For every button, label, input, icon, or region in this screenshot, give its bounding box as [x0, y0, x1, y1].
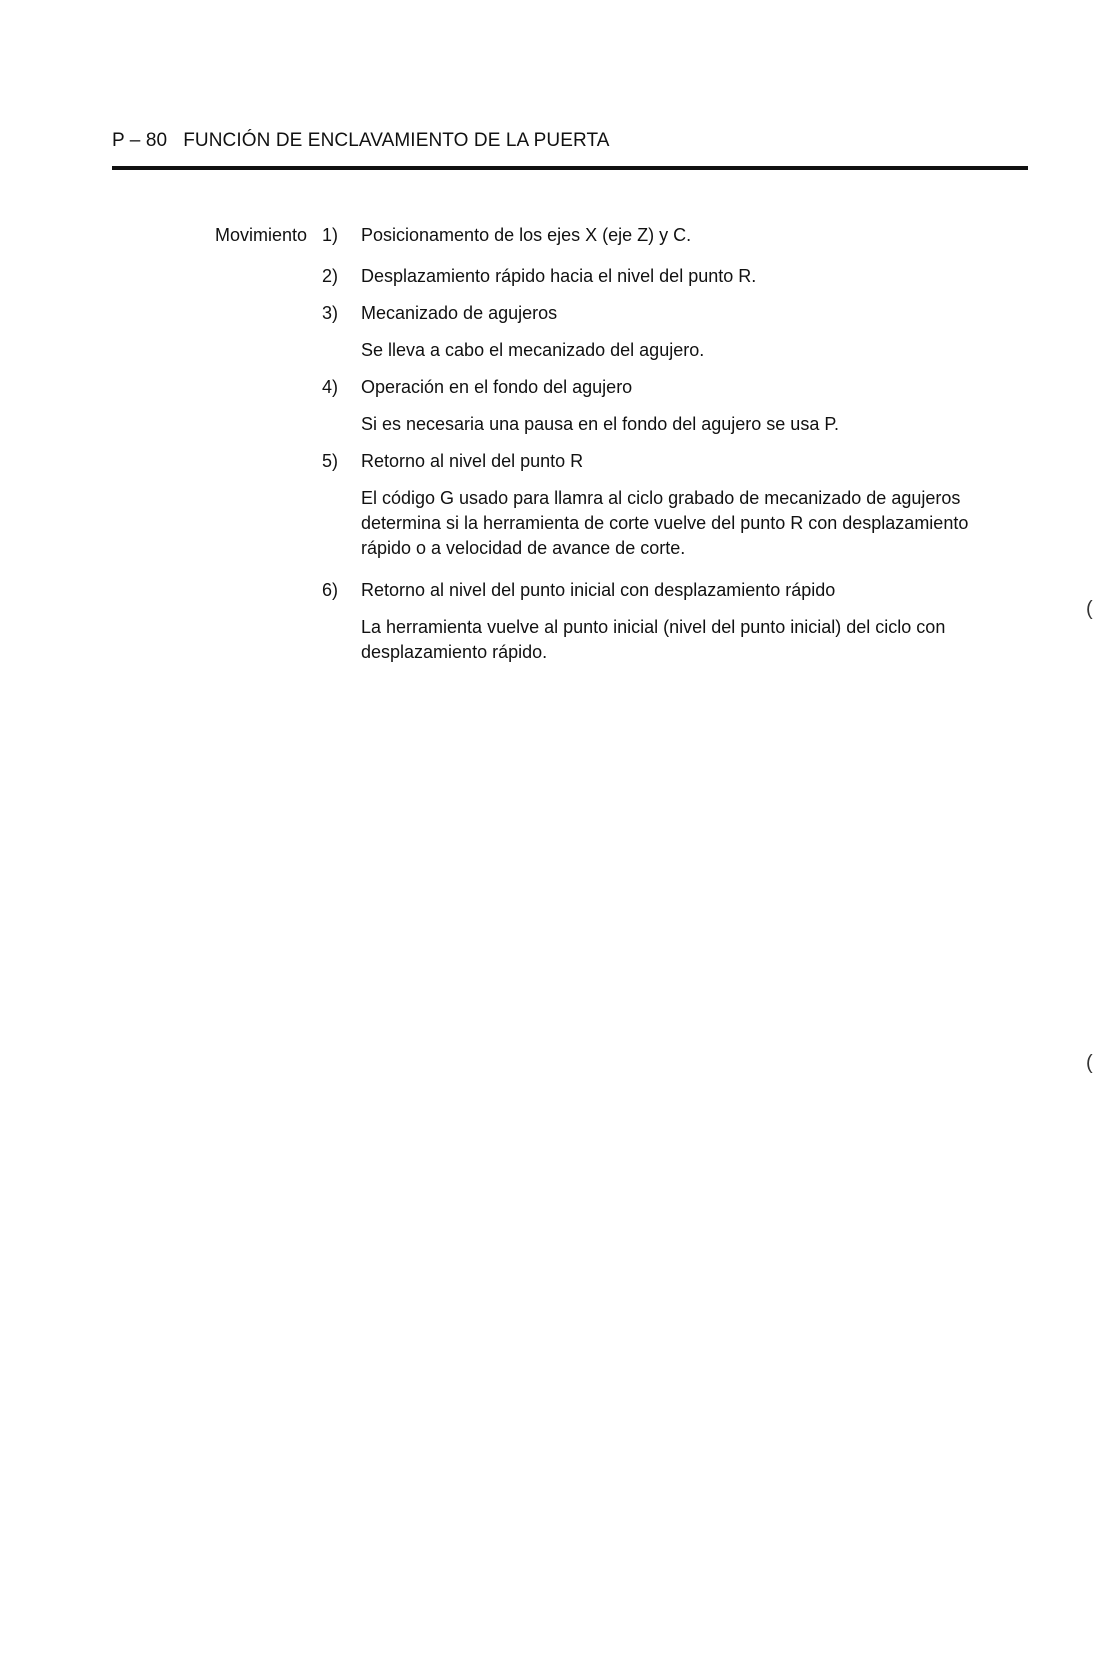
step-title-3: Mecanizado de agujeros	[361, 303, 558, 323]
step-detail-4: Si es necesaria una pausa en el fondo del agujero se usa P.	[361, 414, 840, 434]
step-title-5: Retorno al nivel del punto R	[361, 451, 584, 471]
page-header	[112, 130, 610, 152]
step-title-2: Desplazamiento rápido hacia el nivel del punto R.	[361, 266, 757, 286]
step-number-2: 2)	[321, 266, 338, 286]
step-number-4: 4)	[321, 377, 338, 397]
header-rule	[112, 166, 1028, 170]
step-detail-5: El código G usado para llamra al ciclo grabado de mecanizado de agujeros determina si la herramienta de corte vuelve del punto R con desplazamiento rápido o a velocidad de avance de corte.	[361, 488, 969, 558]
movement-label: Movimiento	[215, 225, 308, 245]
margin-scan-mark: (	[1086, 598, 1093, 620]
step-number-6: 6)	[321, 580, 338, 600]
step-title-6: Retorno al nivel del punto inicial con desplazamiento rápido	[361, 580, 836, 600]
step-title-1: Posicionamento de los ejes X (eje Z) y C.	[361, 225, 692, 245]
step-title-4: Operación en el fondo del agujero	[361, 377, 633, 397]
section-title: FUNCIÓN DE ENCLAVAMIENTO DE LA PUERTA	[183, 130, 610, 151]
step-number-3: 3)	[321, 303, 338, 323]
step-detail-6: La herramienta vuelve al punto inicial (nivel del punto inicial) del ciclo con desplazamiento rápido.	[361, 617, 946, 662]
margin-scan-mark: (	[1086, 1052, 1093, 1074]
step-detail-3: Se lleva a cabo el mecanizado del agujero.	[361, 340, 705, 360]
page-number: P – 80	[112, 130, 168, 151]
step-number-1: 1)	[321, 225, 338, 245]
step-number-5: 5)	[321, 451, 338, 471]
